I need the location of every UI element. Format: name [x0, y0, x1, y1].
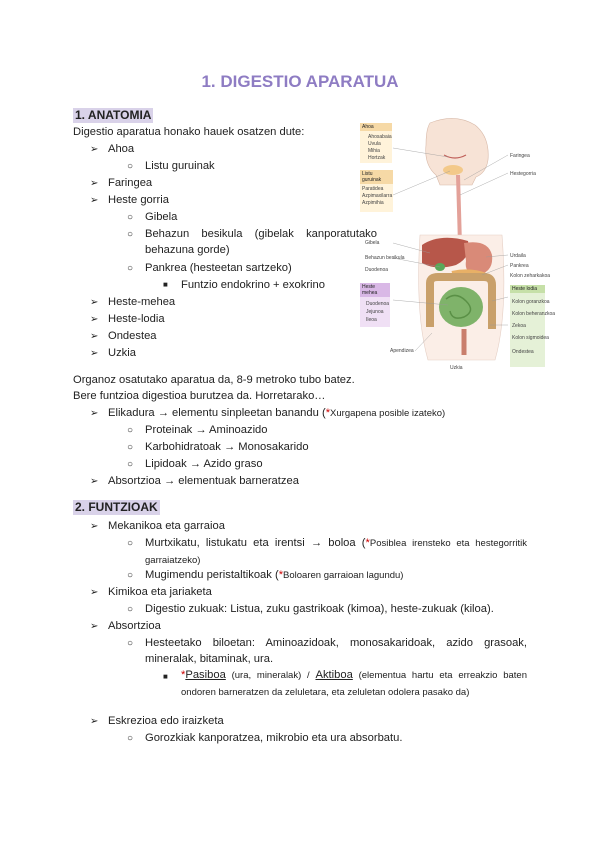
diagram-label-pankrea: Pankrea	[510, 263, 529, 269]
list-item-proteinak: Proteinak → Aminoazido	[145, 424, 268, 436]
list-item-absortzioa: Absortzioa → elementuak barneratzea	[108, 475, 299, 487]
list-item-funtzio: Funtzio endokrino + exokrino	[181, 279, 325, 291]
list-item-heste-gorria: Heste gorria	[108, 194, 169, 206]
diagram-box-salivary: Listu guruinak Paratidea Azpimaxilarra Azpimihia	[360, 170, 393, 212]
arrow-bullet-icon: ➢	[90, 195, 99, 206]
list-item-listu: Listu guruinak	[145, 160, 215, 172]
circle-bullet-icon: ○	[127, 638, 134, 649]
list-item-ondestea: Ondestea	[108, 330, 157, 342]
list-item-mugimendu: Mugimendu peristaltikoak (*Boloaren garraioan lagundu)	[145, 569, 404, 581]
anatomia-intro: Digestio aparatua honako hauek osatzen dute:	[73, 126, 305, 138]
circle-bullet-icon: ○	[127, 442, 134, 453]
list-item-hesteetako: Hesteetako biloetan: Aminoazidoak, monosakaridoak, azido grasoak, mineralak, bitaminak, ura.	[145, 637, 527, 665]
diagram-label-gibela: Gibela	[365, 240, 380, 246]
list-item-digestio-zukuak: Digestio zukuak: Listua, zuku gastrikoak (kimoa), heste-zukuak (kiloa).	[145, 603, 494, 615]
diagram-label-apendizea: Apendizea	[390, 348, 414, 354]
circle-bullet-icon: ○	[127, 570, 134, 581]
circle-bullet-icon: ○	[127, 733, 134, 744]
circle-bullet-icon: ○	[127, 538, 134, 549]
diagram-label-uzkia: Uzkia	[450, 365, 463, 371]
diagram-box-small-intestine: Heste mehea Duodenoa Jejunoa Ileoa	[360, 283, 390, 327]
list-item-kimikoa: Kimikoa eta jariaketa	[108, 586, 212, 598]
diagram-box-large-intestine: Heste lodia Kolon goranzkoa Kolon beheranzkoa Zekoa Kolon sigmoidea Ondestea	[510, 285, 545, 367]
list-item-heste-mehea: Heste-mehea	[108, 296, 176, 308]
diagram-label-duodenoa: Duodenoa	[365, 267, 389, 273]
diagram-label-faringea: Faringea	[510, 153, 530, 159]
list-item-mekanikoa: Mekanikoa eta garraioa	[108, 520, 225, 532]
list-item-murtxikatu: Murtxikatu, listukatu eta irentsi → boloa (*Posiblea irensteko eta hestegorritik garraiatzeko)	[145, 537, 527, 566]
arrow-bullet-icon: ➢	[90, 297, 99, 308]
list-item-pankrea: Pankrea (hesteetan sartzeko)	[145, 262, 292, 274]
arrow-bullet-icon: ➢	[90, 408, 99, 419]
arrow-bullet-icon: ➢	[90, 178, 99, 189]
arrow-bullet-icon: ➢	[90, 476, 99, 487]
arrow-bullet-icon: ➢	[90, 521, 99, 532]
arrow-bullet-icon: ➢	[90, 587, 99, 598]
arrow-bullet-icon: ➢	[90, 331, 99, 342]
section-heading-funtzioak: 2. FUNTZIOAK	[75, 500, 158, 514]
diagram-label-kolon-zeharkakoa: Kolon zeharkakoa	[510, 273, 551, 279]
list-item-eskrezioa: Eskrezioa edo iraizketa	[108, 715, 224, 727]
diagram-label-behazun: Behazun besikula	[365, 255, 405, 261]
page-title: 1. DIGESTIO APARATUA	[201, 72, 399, 91]
list-item-ahoa: Ahoa	[108, 143, 135, 155]
list-item-uzkia: Uzkia	[108, 347, 136, 359]
circle-bullet-icon: ○	[127, 212, 134, 223]
list-item-gibela: Gibela	[145, 211, 178, 223]
list-item-gorozkiak: Gorozkiak kanporatzea, mikrobio eta ura absorbatu.	[145, 732, 403, 744]
arrow-bullet-icon: ➢	[90, 348, 99, 359]
list-item-pasiboa: *Pasiboa (ura, mineralak) / Aktiboa (elementua hartu eta erreakzio baten ondoren barneratzen da zeluletara, eta zeluletan odolera pasako da)	[181, 669, 527, 698]
list-item-behazun: Behazun besikula (gibelak kanporatutako behazuna gorde)	[145, 228, 377, 256]
paragraph-funtzioa: Bere funtzioa digestioa burutzea da. Horretarako…	[73, 390, 326, 402]
arrow-bullet-icon: ➢	[90, 314, 99, 325]
diagram-label-urdaila: Urdaila	[510, 253, 526, 259]
circle-bullet-icon: ○	[127, 229, 134, 240]
list-item-karbohidratoak: Karbohidratoak → Monosakarido	[145, 441, 309, 453]
square-bullet-icon: ■	[163, 280, 168, 289]
diagram-box-mouth: Ahoa Ahosabaia Uvula Mihia Hortzak	[362, 124, 392, 161]
diagram-label-hestegorria: Hestegorria	[510, 171, 536, 177]
list-item-absortzioa-2: Absortzioa	[108, 620, 161, 632]
arrow-bullet-icon: ➢	[90, 144, 99, 155]
section-heading-anatomia: 1. ANATOMIA	[75, 108, 152, 122]
digestive-system-diagram	[360, 115, 556, 375]
circle-bullet-icon: ○	[127, 459, 134, 470]
square-bullet-icon: ■	[163, 672, 168, 681]
circle-bullet-icon: ○	[127, 161, 134, 172]
list-item-elikadura: Elikadura → elementu sinpleetan banandu (*Xurgapena posible izateko)	[108, 407, 446, 419]
list-item-lipidoak: Lipidoak → Azido graso	[145, 458, 263, 470]
list-item-heste-lodia: Heste-lodia	[108, 313, 165, 325]
arrow-bullet-icon: ➢	[90, 621, 99, 632]
circle-bullet-icon: ○	[127, 263, 134, 274]
circle-bullet-icon: ○	[127, 425, 134, 436]
arrow-bullet-icon: ➢	[90, 716, 99, 727]
list-item-faringea: Faringea	[108, 177, 153, 189]
circle-bullet-icon: ○	[127, 604, 134, 615]
paragraph-organoz: Organoz osatutako aparatua da, 8-9 metroko tubo batez.	[73, 374, 355, 386]
